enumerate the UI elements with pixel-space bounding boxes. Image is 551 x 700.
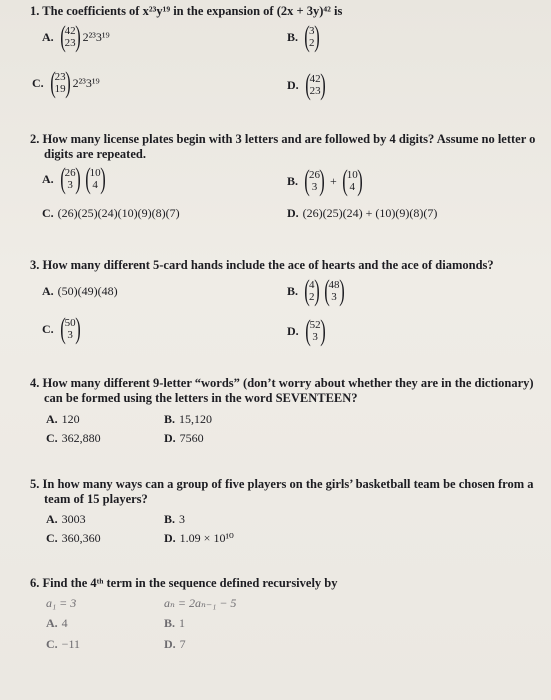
question-number: 5. [30, 477, 40, 491]
q3-option-a: A. (50)(49)(48) [42, 284, 118, 298]
q6-given-recursive: aₙ = 2aₙ₋₁ − 5 [164, 596, 237, 610]
q4-option-b: B. 15,120 [164, 412, 213, 426]
q1-option-b: B. ( 3 2 ) [287, 22, 322, 52]
q1-option-c: C. ( 23 19 ) 2²³3¹⁹ [32, 66, 100, 99]
binomial: ( 42 23 ) [59, 20, 81, 53]
binomial: ( 52 3 ) [304, 314, 326, 347]
q6-option-b: B. 1 [164, 616, 186, 630]
question-number: 2. [30, 132, 40, 146]
question-number: 3. [30, 258, 40, 272]
q6-option-a: A. 4 [46, 616, 68, 630]
question-stem: How many license plates begin with 3 letters and are followed by 4 digits? Assume no letter o [42, 132, 536, 146]
question-5 [30, 477, 545, 507]
question-stem-cont: can be formed using the letters in the word SEVENTEEN? [44, 391, 358, 405]
q4-option-d: D. 7560 [164, 431, 204, 445]
binomial: ( 48 3 ) [323, 274, 345, 307]
question-stem: The coefficients of x²³y¹⁹ in the expansion of (2x + 3y)⁴² is [42, 4, 343, 18]
binomial: ( 26 3 ) [304, 164, 325, 197]
q6-option-d: D. 7 [164, 637, 186, 651]
q2-option-c: C. (26)(25)(24)(10)(9)(8)(7) [42, 206, 180, 220]
binomial: ( 50 3 ) [59, 312, 81, 345]
binomial: ( 10 4 ) [84, 162, 106, 195]
q4-option-a: A. 120 [46, 412, 80, 426]
binomial: ( 3 2 ) [304, 20, 320, 53]
question-number: 6. [30, 576, 40, 590]
question-2 [30, 132, 545, 162]
q3-option-d: D. ( 52 3 ) [287, 316, 328, 346]
question-6 [30, 576, 545, 591]
q2-option-d: D. (26)(25)(24) + (10)(9)(8)(7) [287, 206, 438, 220]
q1-option-d: D. ( 42 23 ) [287, 70, 328, 100]
question-stem-cont: team of 15 players? [44, 492, 148, 506]
question-3 [30, 258, 545, 273]
q2-option-a: A. ( 26 3 ) ( 10 4 ) [42, 164, 108, 194]
binomial: ( 23 19 ) [49, 66, 71, 99]
binomial: ( 26 3 ) [59, 162, 81, 195]
question-1 [30, 4, 545, 19]
binomial: ( 10 4 ) [342, 164, 363, 197]
q5-option-b: B. 3 [164, 512, 186, 526]
q1-option-a: A. ( 42 23 ) 2²³3¹⁹ [42, 20, 110, 53]
question-stem: How many different 5-card hands include the ace of hearts and the ace of diamonds? [42, 258, 494, 272]
q5-option-c: C. 360,360 [46, 531, 101, 545]
q6-given-initial: a₁ = 3 [46, 596, 77, 610]
q5-option-a: A. 3003 [46, 512, 86, 526]
question-stem: Find the 4ᵗʰ term in the sequence defined recursively by [42, 576, 338, 590]
question-stem: How many different 9-letter “words” (don’t worry about whether they are in the dictionary) [42, 376, 534, 390]
q6-option-c: C. −11 [46, 637, 80, 651]
binomial: ( 4 2 ) [304, 274, 320, 307]
q3-option-b: B. ( 4 2 ) ( 48 3 ) [287, 276, 347, 306]
question-number: 4. [30, 376, 40, 390]
question-number: 1. [30, 4, 40, 18]
question-4 [30, 376, 545, 406]
binomial: ( 42 23 ) [304, 68, 326, 101]
q2-option-b: B. ( 26 3 ) + ( 10 4 ) [287, 166, 365, 196]
question-stem: In how many ways can a group of five players on the girls’ basketball team be chosen from a [42, 477, 534, 491]
q5-option-d: D. 1.09 × 10¹⁰ [164, 531, 234, 545]
q4-option-c: C. 362,880 [46, 431, 101, 445]
q3-option-c: C. ( 50 3 ) [42, 314, 83, 344]
question-stem-cont: digits are repeated. [44, 147, 146, 161]
